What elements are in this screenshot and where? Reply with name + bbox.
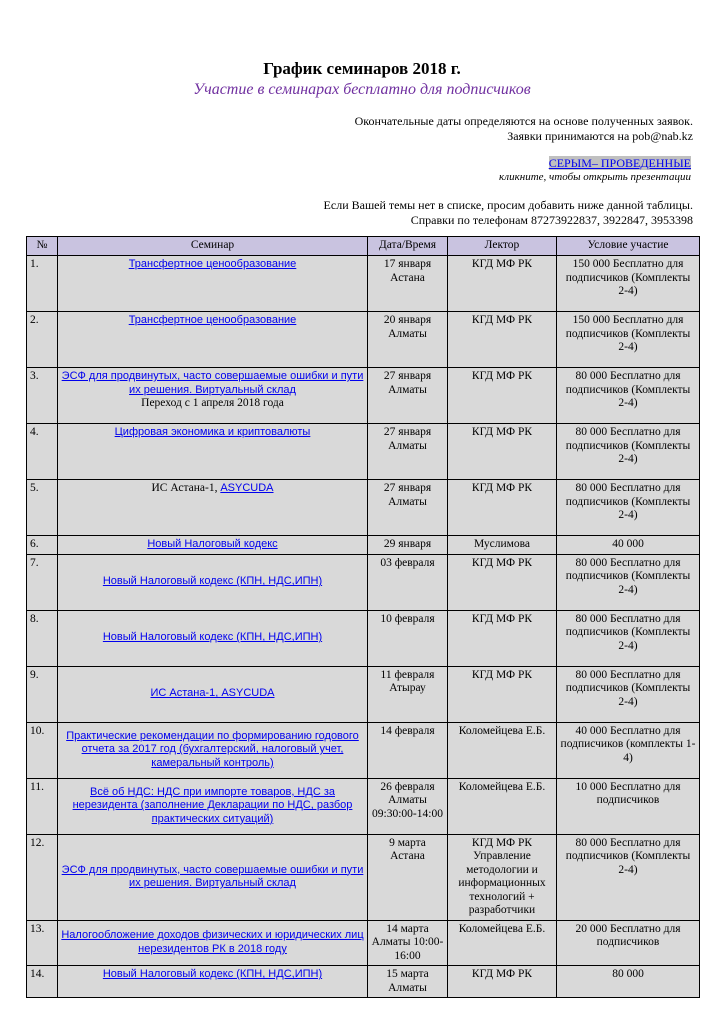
lector-cell: КГД МФ РК [448,424,557,480]
seminar-cell [58,666,368,722]
seminar-table [26,236,700,998]
seminar-link[interactable]: ЭСФ для продвинутых, часто совершаемые ошибки и пути их решения. Виртуальный склад [61,863,364,889]
lector-cell: КГД МФ РК [448,610,557,666]
seminar-cell [58,554,368,610]
seminar-cell [58,920,368,966]
seminar-cell [58,778,368,834]
seminar-link[interactable]: Новый Налоговый кодекс [147,538,278,550]
row-num: 1. [27,256,58,312]
lector-cell: КГД МФ РК [448,256,557,312]
seminar-cell [58,256,368,312]
date-cell: 14 марта Алматы 10:00-16:00 [368,920,448,966]
date-cell: 9 марта Астана [368,834,448,920]
gray-legend-link[interactable]: СЕРЫМ– ПРОВЕДЕННЫЕ [548,156,691,170]
date-cell: 26 февраля Алматы 09:30:00-14:00 [368,778,448,834]
condition-cell: 40 000 Бесплатно для подписчиков (комплекты 1-4) [557,722,700,778]
row-num: 4. [27,424,58,480]
seminar-cell [58,966,368,998]
table-row [27,722,700,778]
seminar-link[interactable]: ЭСФ для продвинутых, часто совершаемые ошибки и пути их решения. Виртуальный склад [61,370,364,396]
condition-cell: 80 000 Бесплатно для подписчиков (Комплекты 2-4) [557,554,700,610]
date-cell: 14 февраля [368,722,448,778]
condition-cell: 80 000 Бесплатно для подписчиков (Комплекты 2-4) [557,368,700,424]
date-cell: 27 января Алматы [368,424,448,480]
seminar-cell [58,480,368,536]
table-row [27,778,700,834]
seminar-link[interactable]: Трансфертное ценообразование [128,258,297,270]
date-cell: 27 января Алматы [368,480,448,536]
lector-cell: КГД МФ РК [448,368,557,424]
row-num: 9. [27,666,58,722]
row-num: 13. [27,920,58,966]
condition-cell: 80 000 Бесплатно для подписчиков (Комплекты 2-4) [557,834,700,920]
table-row [27,966,700,998]
row-num: 2. [27,312,58,368]
condition-cell: 80 000 Бесплатно для подписчиков (Комплекты 2-4) [557,666,700,722]
page-title: График семинаров 2018 г. [263,59,461,78]
seminar-link[interactable]: Цифровая экономика и криптовалюты [114,426,311,438]
lector-cell: КГД МФ РК [448,554,557,610]
condition-cell: 40 000 [557,536,700,555]
seminar-cell [58,536,368,555]
date-cell: 03 февраля [368,554,448,610]
table-header-row [27,237,700,256]
lector-cell: КГД МФ РК Управление методологии и информационных технологий + разработчики [448,834,557,920]
table-row [27,610,700,666]
condition-cell: 80 000 Бесплатно для подписчиков (Комплекты 2-4) [557,480,700,536]
lector-cell: КГД МФ РК [448,666,557,722]
condition-cell: 150 000 Бесплатно для подписчиков (Комплекты 2-4) [557,312,700,368]
condition-cell: 80 000 Бесплатно для подписчиков (Комплекты 2-4) [557,610,700,666]
seminar-cell [58,610,368,666]
seminar-link[interactable]: ASYCUDA [220,482,274,494]
page-subtitle: Участие в семинарах бесплатно для подписчиков [193,81,531,98]
header-seminar: Семинар [58,237,368,256]
date-cell: 10 февраля [368,610,448,666]
lector-cell: Коломейцева Е.Б. [448,778,557,834]
date-cell: 27 января Алматы [368,368,448,424]
lector-cell: Коломейцева Е.Б. [448,920,557,966]
table-row [27,256,700,312]
info-line-dates: Окончательные даты определяются на основе полученных заявок. [354,114,693,128]
table-row [27,920,700,966]
seminar-cell [58,722,368,778]
header-num: № [27,237,58,256]
table-row [27,424,700,480]
row-num: 11. [27,778,58,834]
info-block-bottom [324,198,693,228]
table-row [27,666,700,722]
condition-cell: 80 000 [557,966,700,998]
seminar-link[interactable]: ИС Астана-1, ASYCUDA [150,687,275,700]
row-num: 6. [27,536,58,555]
header-date: Дата/Время [368,237,448,256]
condition-cell: 150 000 Бесплатно для подписчиков (Комплекты 2-4) [557,256,700,312]
seminar-link[interactable]: Практические рекомендации по формированию годового отчета за 2017 год (бухгалтерский, налоговый учет, камеральный контроль) [66,729,359,769]
info-line-phones: Справки по телефонам 87273922837, 3922847, 3953398 [410,213,693,227]
info-line-add-topic: Если Вашей темы нет в списке, просим добавить ниже данной таблицы. [323,198,693,212]
header-condition: Условие участие [557,237,700,256]
table-row [27,834,700,920]
table-row [27,480,700,536]
row-num: 8. [27,610,58,666]
gray-legend-hint: кликните, чтобы открыть презентации [498,171,691,183]
table-row [27,312,700,368]
info-line-email: Заявки принимаются на pob@nab.kz [507,129,693,143]
date-cell: 20 января Алматы [368,312,448,368]
seminar-cell [58,368,368,424]
row-num: 5. [27,480,58,536]
lector-cell: Муслимова [448,536,557,555]
info-block-top [355,114,693,144]
table-row [27,536,700,555]
seminar-link[interactable]: Новый Налоговый кодекс (КПН, НДС,ИПН) [102,631,323,644]
lector-cell: КГД МФ РК [448,480,557,536]
table-row [27,554,700,610]
seminar-link[interactable]: Новый Налоговый кодекс (КПН, НДС,ИПН) [102,968,323,980]
table-row [27,368,700,424]
lector-cell: Коломейцева Е.Б. [448,722,557,778]
lector-cell: КГД МФ РК [448,966,557,998]
seminar-cell [58,312,368,368]
row-num: 7. [27,554,58,610]
seminar-note: Переход с 1 апреля 2018 года [141,397,284,409]
row-num: 10. [27,722,58,778]
lector-cell: КГД МФ РК [448,312,557,368]
seminar-cell [58,424,368,480]
date-cell: 15 марта Алматы [368,966,448,998]
gray-legend [499,156,691,184]
seminar-link[interactable]: Трансфертное ценообразование [128,314,297,326]
date-cell: 17 января Астана [368,256,448,312]
row-num: 14. [27,966,58,998]
condition-cell: 10 000 Бесплатно для подписчиков [557,778,700,834]
date-cell: 11 февраля Атырау [368,666,448,722]
header-lector: Лектор [448,237,557,256]
condition-cell: 80 000 Бесплатно для подписчиков (Комплекты 2-4) [557,424,700,480]
seminar-link[interactable]: Новый Налоговый кодекс (КПН, НДС,ИПН) [102,575,323,588]
seminar-cell [58,834,368,920]
seminar-plain-text: ИС Астана-1, [151,482,221,494]
seminar-link[interactable]: Налогообложение доходов физических и юридических лиц нерезидентов РК в 2018 году [61,929,364,955]
date-cell: 29 января [368,536,448,555]
seminar-link[interactable]: Всё об НДС: НДС при импорте товаров, НДС за нерезидента (заполнение Декларации по НДС, разбор практических ситуаций) [72,785,353,825]
row-num: 12. [27,834,58,920]
row-num: 3. [27,368,58,424]
condition-cell: 20 000 Бесплатно для подписчиков [557,920,700,966]
